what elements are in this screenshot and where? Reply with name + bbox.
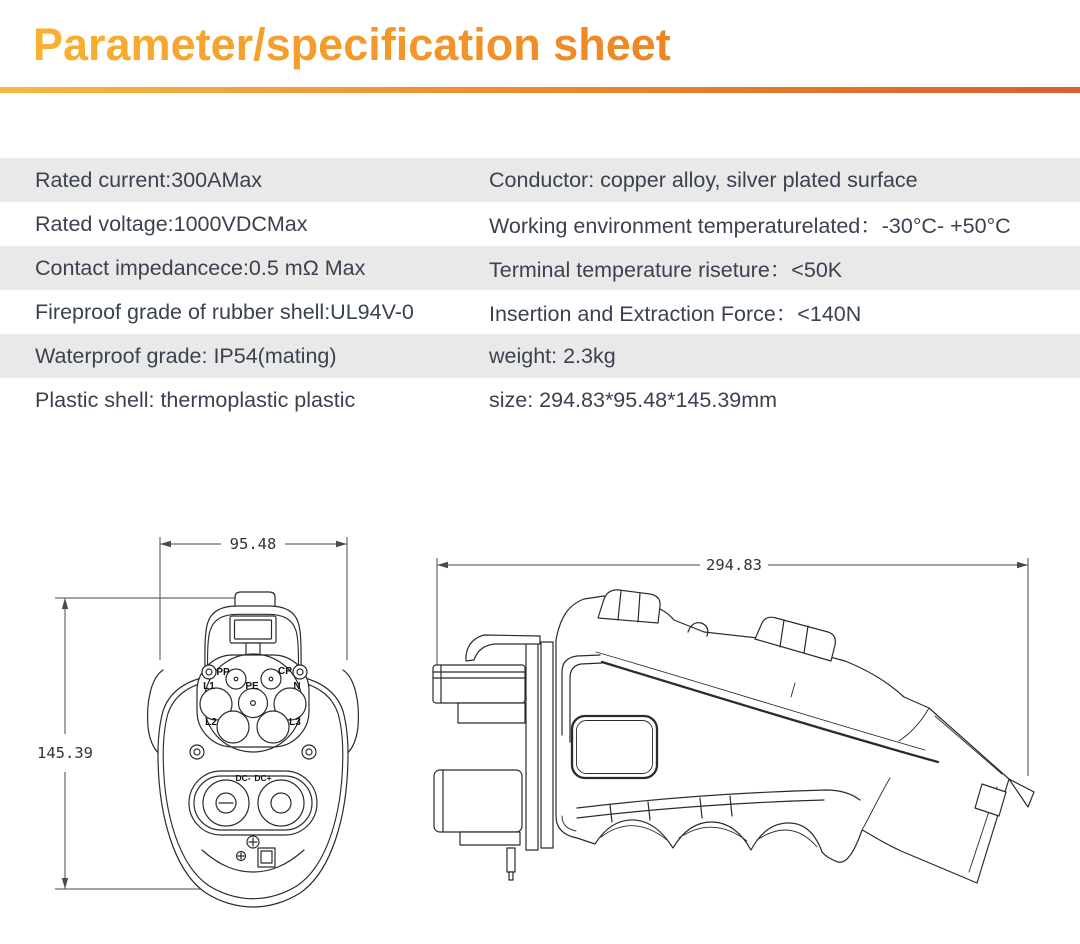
- spec-value-rated-voltage: Rated voltage:1000VDCMax: [35, 211, 308, 236]
- spec-row: [0, 290, 1080, 334]
- top-button-cluster-left: [598, 590, 660, 623]
- l3-pin: [257, 711, 289, 743]
- dc-plus-pin: [258, 780, 304, 826]
- l1-pin-label: L1: [203, 681, 215, 692]
- spec-value-working-temperature: Working environment temperaturelated：-30°C- +50°C: [489, 213, 1011, 238]
- spring-pin: [507, 848, 515, 880]
- spec-row: [0, 246, 1080, 290]
- flange-plate-front: [526, 640, 538, 850]
- pp-pin-label: PP: [216, 667, 230, 678]
- pe-pin: [239, 689, 268, 718]
- front-width-dim-label: 95.48: [229, 535, 277, 553]
- spec-value-fireproof-grade: Fireproof grade of rubber shell:UL94V-0: [35, 299, 414, 324]
- n-pin-label: N: [293, 681, 301, 692]
- l2-pin-label: L2: [205, 717, 217, 728]
- label-window: [572, 716, 657, 778]
- spec-value-insertion-force: Insertion and Extraction Force：<140N: [489, 301, 862, 326]
- bottom-small-screw: [237, 852, 246, 861]
- spec-value-plastic-shell: Plastic shell: thermoplastic plastic: [35, 387, 356, 412]
- side-gun-body: [433, 590, 1034, 883]
- spec-row: [0, 202, 1080, 246]
- pe-pin-label: PE: [245, 681, 259, 692]
- ac-barrel: [433, 665, 525, 703]
- page-header: [0, 0, 1080, 93]
- spec-value-waterproof-grade: Waterproof grade: IP54(mating): [35, 343, 337, 368]
- bottom-screw: [247, 836, 259, 848]
- title-underline-gradient: [0, 87, 1080, 93]
- dc-barrel-step: [460, 832, 520, 845]
- cable-stub: [1009, 779, 1034, 807]
- spec-value-rated-current: Rated current:300AMax: [35, 167, 263, 192]
- dc-minus-label: DC-: [235, 773, 251, 783]
- spec-value-weight: weight: 2.3kg: [489, 343, 616, 368]
- dc-minus-pin: [203, 780, 249, 826]
- flange-plate-rear: [541, 642, 553, 848]
- dc-plus-label: DC+: [254, 773, 272, 783]
- l3-pin-label: L3: [289, 717, 301, 728]
- technical-drawings-svg: [0, 520, 1080, 944]
- spec-value-size: size: 294.83*95.48*145.39mm: [489, 387, 778, 412]
- front-height-dim-label: 145.39: [37, 744, 93, 762]
- spec-row: [0, 378, 1080, 422]
- front-view-drawing: [37, 535, 358, 907]
- technical-drawings: [0, 520, 1080, 944]
- grip-scallop-inner-arcs: [601, 826, 817, 847]
- side-length-dim-label: 294.83: [706, 556, 762, 574]
- spec-value-terminal-temperature-rise: Terminal temperature riseture：<50K: [489, 257, 843, 282]
- side-view-drawing: [433, 556, 1034, 883]
- l2-pin: [217, 711, 249, 743]
- ac-barrel-step: [458, 703, 525, 723]
- cp-pin-label: CP: [278, 666, 292, 677]
- spec-row: [0, 334, 1080, 378]
- spec-row: [0, 158, 1080, 202]
- spec-table: [0, 158, 1080, 422]
- dc-barrel: [434, 770, 522, 832]
- front-connector-body: [148, 592, 359, 907]
- spec-value-conductor: Conductor: copper alloy, silver plated surface: [489, 167, 918, 192]
- spec-value-contact-impedance: Contact impedancece:0.5 mΩ Max: [35, 255, 366, 280]
- page-title: Parameter/specification sheet: [0, 0, 1080, 70]
